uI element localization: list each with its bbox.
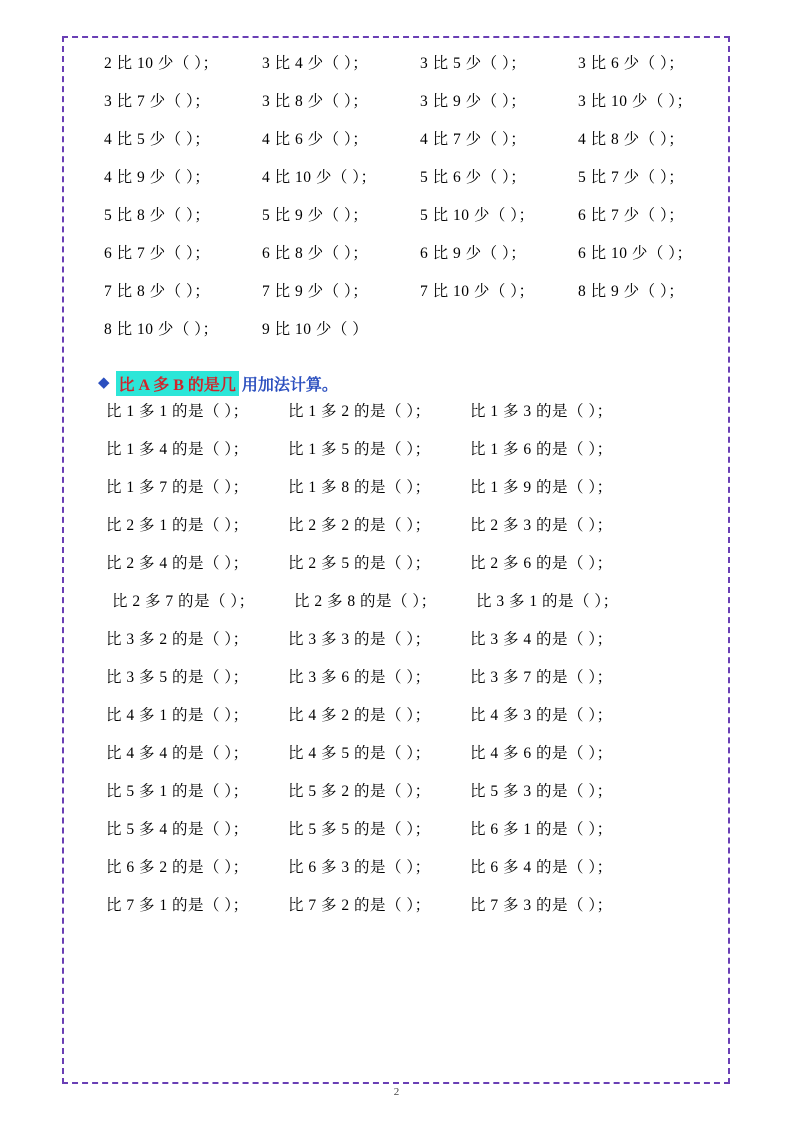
problem-item: 比 1 多 9 的是（ ）；: [470, 479, 613, 496]
section-less-than-problems: [94, 56, 712, 360]
problem-item: 3 比 6 少（ ）；: [578, 55, 685, 72]
problem-item: 比 1 多 1 的是（ ）；: [106, 403, 249, 420]
problem-item: 5 比 8 少（ ）；: [104, 207, 211, 224]
problem-item: 比 2 多 5 的是（ ）；: [288, 555, 431, 572]
problem-item: 比 7 多 1 的是（ ）；: [106, 897, 249, 914]
problem-item: 比 4 多 6 的是（ ）；: [470, 745, 613, 762]
problem-item: 6 比 10 少（ ）；: [578, 245, 693, 262]
problem-item: 4 比 5 少（ ）；: [104, 131, 211, 148]
problem-item: 比 3 多 5 的是（ ）；: [106, 669, 249, 686]
problem-row: [94, 404, 712, 442]
problem-item: 比 1 多 3 的是（ ）；: [470, 403, 613, 420]
problem-item: 比 3 多 6 的是（ ）；: [288, 669, 431, 686]
problem-item: 比 4 多 4 的是（ ）；: [106, 745, 249, 762]
problem-item: 4 比 8 少（ ）；: [578, 131, 685, 148]
problem-row: [94, 246, 712, 284]
problem-item: 7 比 9 少（ ）；: [262, 283, 369, 300]
problem-item: 比 3 多 3 的是（ ）；: [288, 631, 431, 648]
problem-item: 比 4 多 1 的是（ ）；: [106, 707, 249, 724]
problem-row: [94, 442, 712, 480]
problem-row: [94, 708, 712, 746]
problem-item: 3 比 10 少（ ）；: [578, 93, 693, 110]
diamond-bullet-icon: ◆: [98, 374, 110, 391]
problem-item: 比 5 多 4 的是（ ）；: [106, 821, 249, 838]
problem-item: 5 比 10 少（ ）；: [420, 207, 535, 224]
problem-item: 3 比 7 少（ ）；: [104, 93, 211, 110]
problem-item: 比 5 多 3 的是（ ）；: [470, 783, 613, 800]
problem-item: 比 4 多 2 的是（ ）；: [288, 707, 431, 724]
problem-item: 7 比 10 少（ ）；: [420, 283, 535, 300]
problem-row: [94, 822, 712, 860]
problem-item: 8 比 9 少（ ）；: [578, 283, 685, 300]
problem-item: 比 2 多 2 的是（ ）；: [288, 517, 431, 534]
problem-item: 比 6 多 3 的是（ ）；: [288, 859, 431, 876]
problem-item: 5 比 7 少（ ）；: [578, 169, 685, 186]
problem-row: [94, 284, 712, 322]
problem-item: 比 2 多 8 的是（ ）；: [294, 593, 437, 610]
problem-row: [94, 322, 712, 360]
problem-item: 5 比 9 少（ ）；: [262, 207, 369, 224]
problem-row: [94, 632, 712, 670]
problem-row: [94, 56, 712, 94]
section-more-than-problems: [94, 404, 712, 936]
section-heading-more-than: [94, 366, 712, 400]
problem-row: [94, 670, 712, 708]
problem-item: 比 1 多 7 的是（ ）；: [106, 479, 249, 496]
problem-row: [94, 594, 712, 632]
problem-item: 比 2 多 4 的是（ ）；: [106, 555, 249, 572]
problem-item: 比 3 多 1 的是（ ）；: [476, 593, 619, 610]
problem-item: 6 比 9 少（ ）；: [420, 245, 527, 262]
problem-item: 3 比 8 少（ ）；: [262, 93, 369, 110]
problem-row: [94, 784, 712, 822]
problem-item: 8 比 10 少（ ）；: [104, 321, 219, 338]
problem-item: 6 比 7 少（ ）；: [104, 245, 211, 262]
problem-item: 4 比 10 少（ ）；: [262, 169, 377, 186]
problem-item: 比 7 多 3 的是（ ）；: [470, 897, 613, 914]
problem-row: [94, 170, 712, 208]
problem-item: 比 2 多 1 的是（ ）；: [106, 517, 249, 534]
problem-item: 比 7 多 2 的是（ ）；: [288, 897, 431, 914]
problem-item: 2 比 10 少（ ）；: [104, 55, 219, 72]
problem-item: 比 6 多 1 的是（ ）；: [470, 821, 613, 838]
page-number: 2: [393, 1086, 400, 1098]
problem-row: [94, 898, 712, 936]
problem-row: [94, 746, 712, 784]
problem-row: [94, 208, 712, 246]
problem-item: 比 1 多 8 的是（ ）；: [288, 479, 431, 496]
problem-row: [94, 132, 712, 170]
problem-item: 比 5 多 1 的是（ ）；: [106, 783, 249, 800]
problem-item: 比 2 多 6 的是（ ）；: [470, 555, 613, 572]
problem-item: 比 1 多 2 的是（ ）；: [288, 403, 431, 420]
problem-item: 6 比 8 少（ ）；: [262, 245, 369, 262]
problem-row: [94, 860, 712, 898]
worksheet-content: [94, 56, 712, 936]
problem-item: 比 3 多 7 的是（ ）；: [470, 669, 613, 686]
problem-item: 比 5 多 2 的是（ ）；: [288, 783, 431, 800]
problem-item: 5 比 6 少（ ）；: [420, 169, 527, 186]
problem-item: 4 比 6 少（ ）；: [262, 131, 369, 148]
problem-item: 比 4 多 3 的是（ ）；: [470, 707, 613, 724]
problem-item: 3 比 4 少（ ）；: [262, 55, 369, 72]
problem-item: 比 4 多 5 的是（ ）；: [288, 745, 431, 762]
problem-item: 比 1 多 4 的是（ ）；: [106, 441, 249, 458]
problem-row: [94, 556, 712, 594]
problem-item: 比 1 多 5 的是（ ）；: [288, 441, 431, 458]
problem-item: 6 比 7 少（ ）；: [578, 207, 685, 224]
problem-row: [94, 518, 712, 556]
problem-item: 3 比 5 少（ ）；: [420, 55, 527, 72]
problem-item: 7 比 8 少（ ）；: [104, 283, 211, 300]
problem-item: 比 5 多 5 的是（ ）；: [288, 821, 431, 838]
problem-row: [94, 94, 712, 132]
heading-highlighted-text: 比 A 多 B 的是几: [116, 371, 239, 396]
problem-item: 比 2 多 7 的是（ ）；: [112, 593, 255, 610]
problem-item: 比 2 多 3 的是（ ）；: [470, 517, 613, 534]
problem-item: 比 3 多 4 的是（ ）；: [470, 631, 613, 648]
problem-item: 比 3 多 2 的是（ ）；: [106, 631, 249, 648]
problem-item: 3 比 9 少（ ）；: [420, 93, 527, 110]
problem-item: 9 比 10 少（ ）: [262, 321, 369, 338]
heading-instruction-text: 用加法计算。: [241, 376, 338, 394]
problem-item: 比 6 多 4 的是（ ）；: [470, 859, 613, 876]
problem-item: 比 1 多 6 的是（ ）；: [470, 441, 613, 458]
worksheet-page-border: [62, 36, 730, 1084]
problem-item: 4 比 7 少（ ）；: [420, 131, 527, 148]
problem-item: 比 6 多 2 的是（ ）；: [106, 859, 249, 876]
problem-row: [94, 480, 712, 518]
problem-item: 4 比 9 少（ ）；: [104, 169, 211, 186]
